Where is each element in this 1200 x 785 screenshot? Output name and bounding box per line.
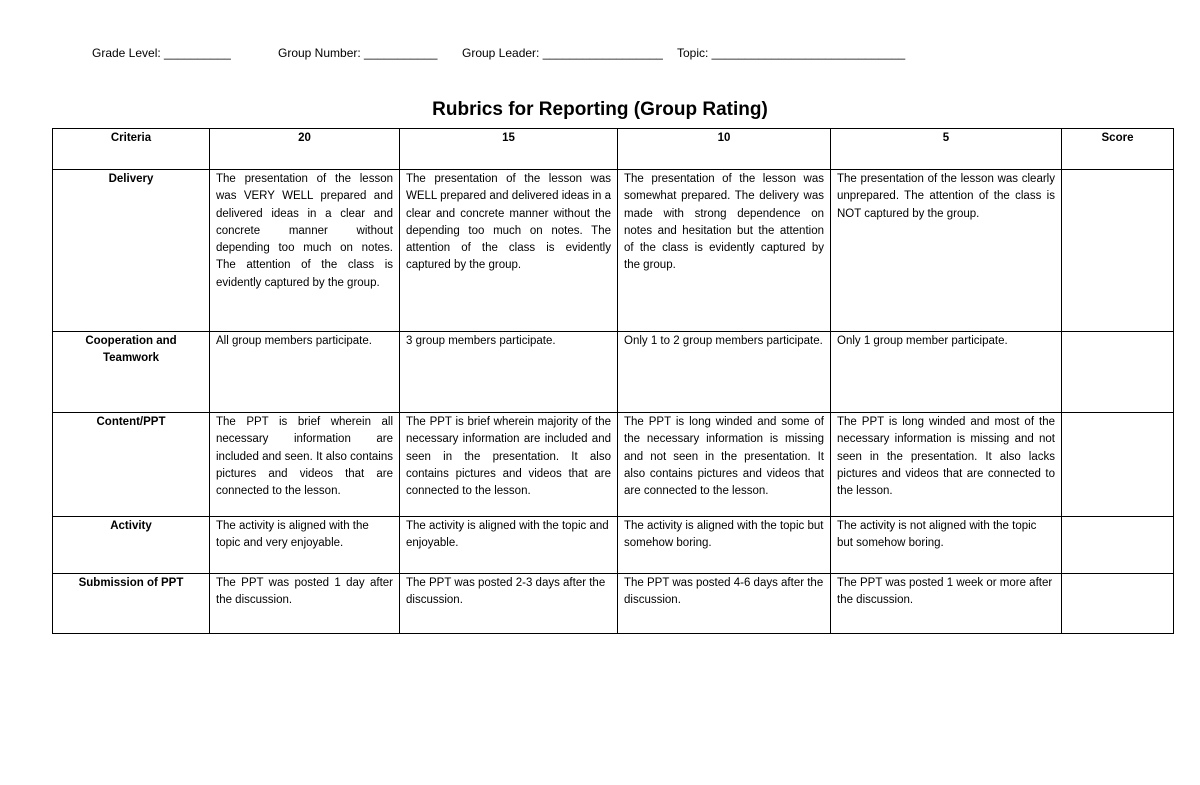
- column-header-criteria: Criteria: [53, 129, 210, 170]
- group-number-field: Group Number: ___________: [278, 46, 438, 60]
- rating-5-cell: The PPT is long winded and most of the necessary information is missing and not seen in the presentation. It also lacks pictures and videos that are connected to the lesson.: [831, 413, 1062, 517]
- rating-20-cell: The PPT is brief wherein all necessary information are included and seen. It also contains pictures and videos that are connected to the lesson.: [210, 413, 400, 517]
- rating-15-cell: 3 group members participate.: [400, 332, 618, 413]
- table-header-row: [53, 129, 1174, 170]
- score-cell[interactable]: [1062, 170, 1174, 332]
- rating-10-cell: The PPT is long winded and some of the necessary information is missing and not seen in the presentation. It also contains pictures and videos that are connected to the lesson.: [618, 413, 831, 517]
- score-cell[interactable]: [1062, 332, 1174, 413]
- group-leader-field: Group Leader: __________________: [462, 46, 663, 60]
- grade-level-field: Grade Level: __________: [92, 46, 231, 60]
- table-row-activity: [53, 517, 1174, 574]
- rating-5-cell: Only 1 group member participate.: [831, 332, 1062, 413]
- score-cell[interactable]: [1062, 413, 1174, 517]
- column-header-15: 15: [400, 129, 618, 170]
- criteria-cell: Submission of PPT: [53, 574, 210, 634]
- score-cell[interactable]: [1062, 574, 1174, 634]
- rating-15-cell: The PPT is brief wherein majority of the necessary information are included and seen in the presentation. It also contains pictures and videos that are connected to the lesson.: [400, 413, 618, 517]
- score-cell[interactable]: [1062, 517, 1174, 574]
- rating-5-cell: The presentation of the lesson was clearly unprepared. The attention of the class is NOT captured by the group.: [831, 170, 1062, 332]
- rating-20-cell: All group members participate.: [210, 332, 400, 413]
- rating-5-cell: The activity is not aligned with the topic but somehow boring.: [831, 517, 1062, 574]
- rating-20-cell: The PPT was posted 1 day after the discussion.: [210, 574, 400, 634]
- table-row-cooperation: [53, 332, 1174, 413]
- rating-10-cell: Only 1 to 2 group members participate.: [618, 332, 831, 413]
- column-header-10: 10: [618, 129, 831, 170]
- table-row-content: [53, 413, 1174, 517]
- rating-10-cell: The activity is aligned with the topic but somehow boring.: [618, 517, 831, 574]
- rating-10-cell: The presentation of the lesson was somewhat prepared. The delivery was made with strong dependence on notes and hesitation but the attention of the class is evidently captured by the group.: [618, 170, 831, 332]
- column-header-20: 20: [210, 129, 400, 170]
- rating-15-cell: The activity is aligned with the topic and enjoyable.: [400, 517, 618, 574]
- column-header-score: Score: [1062, 129, 1174, 170]
- rating-20-cell: The activity is aligned with the topic and very enjoyable.: [210, 517, 400, 574]
- rubric-table: [52, 128, 1174, 634]
- topic-field: Topic: _____________________________: [677, 46, 906, 60]
- rating-5-cell: The PPT was posted 1 week or more after the discussion.: [831, 574, 1062, 634]
- criteria-cell: Activity: [53, 517, 210, 574]
- table-row-submission: [53, 574, 1174, 634]
- table-row-delivery: [53, 170, 1174, 332]
- criteria-cell: Delivery: [53, 170, 210, 332]
- rating-15-cell: The PPT was posted 2-3 days after the discussion.: [400, 574, 618, 634]
- rating-20-cell: The presentation of the lesson was VERY WELL prepared and delivered ideas in a clear and concrete manner without depending too much on notes. The attention of the class is evidently captured by the group.: [210, 170, 400, 332]
- rating-10-cell: The PPT was posted 4-6 days after the discussion.: [618, 574, 831, 634]
- page-title: Rubrics for Reporting (Group Rating): [432, 99, 768, 120]
- rating-15-cell: The presentation of the lesson was WELL prepared and delivered ideas in a clear and concrete manner without the depending too much on notes. The attention of the class is evidently captured by the group.: [400, 170, 618, 332]
- criteria-cell: Content/PPT: [53, 413, 210, 517]
- column-header-5: 5: [831, 129, 1062, 170]
- criteria-cell: Cooperation and Teamwork: [53, 332, 210, 413]
